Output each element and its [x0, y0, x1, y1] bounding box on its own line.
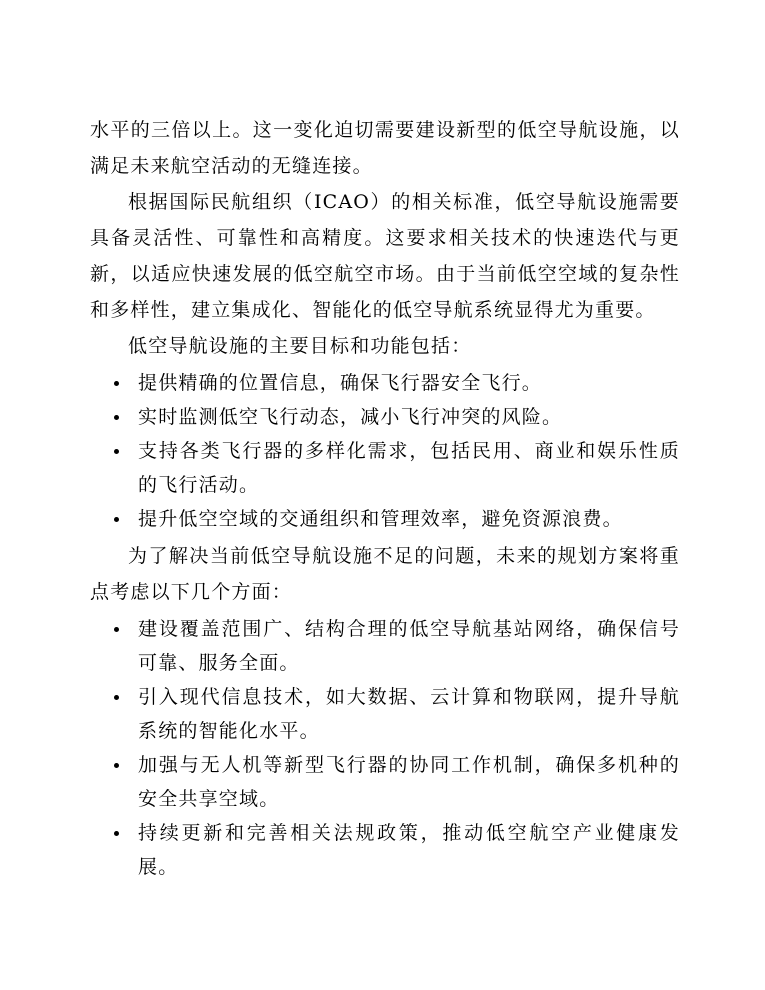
paragraph-goals-intro: 低空导航设施的主要目标和功能包括： — [128, 335, 472, 357]
bullet-icon — [114, 763, 119, 768]
list-item-text: 提升低空空域的交通组织和管理效率，避免资源浪费。 — [138, 508, 623, 530]
bullet-icon — [114, 415, 119, 420]
list-item-text: 持续更新和完善相关法规政策，推动低空航空产业健康发展。 — [138, 822, 680, 878]
list-item — [90, 502, 680, 536]
paragraph-plan-intro: 为了解决当前低空导航设施不足的问题，未来的规划方案将重点考虑以下几个方面： — [90, 545, 680, 603]
paragraph-icao-standards: 根据国际民航组织（ICAO）的相关标准，低空导航设施需要具备灵活性、可靠性和高精度。这要求相关技术的快速迭代与更新，以适应快速发展的低空航空市场。由于当前低空空域的复杂性和多样性，建立集成化、智能化的低空导航系统显得尤为重要。 — [90, 191, 680, 321]
paragraph-continuation: 水平的三倍以上。这一变化迫切需要建设新型的低空导航设施，以满足未来航空活动的无缝连接。 — [90, 119, 680, 177]
list-item — [90, 400, 680, 434]
functions-list — [90, 366, 680, 536]
list-item-text: 引入现代信息技术，如大数据、云计算和物联网，提升导航系统的智能化水平。 — [138, 686, 680, 742]
bullet-icon — [114, 449, 119, 454]
list-item — [90, 816, 680, 884]
plan-list — [90, 612, 680, 884]
list-item — [90, 612, 680, 680]
bullet-icon — [114, 831, 119, 836]
list-item-text: 实时监测低空飞行动态，减小飞行冲突的风险。 — [138, 406, 563, 428]
bullet-icon — [114, 381, 119, 386]
list-item-text: 加强与无人机等新型飞行器的协同工作机制，确保多机种的安全共享空域。 — [138, 754, 680, 810]
document-body — [90, 112, 680, 886]
list-item — [90, 680, 680, 748]
bullet-icon — [114, 627, 119, 632]
list-item-text: 支持各类飞行器的多样化需求，包括民用、商业和娱乐性质的飞行活动。 — [138, 440, 680, 496]
bullet-icon — [114, 517, 119, 522]
bullet-icon — [114, 695, 119, 700]
list-item — [90, 748, 680, 816]
list-item-text: 建设覆盖范围广、结构合理的低空导航基站网络，确保信号可靠、服务全面。 — [138, 618, 680, 674]
list-item-text: 提供精确的位置信息，确保飞行器安全飞行。 — [138, 372, 543, 394]
list-item — [90, 434, 680, 502]
list-item — [90, 366, 680, 400]
